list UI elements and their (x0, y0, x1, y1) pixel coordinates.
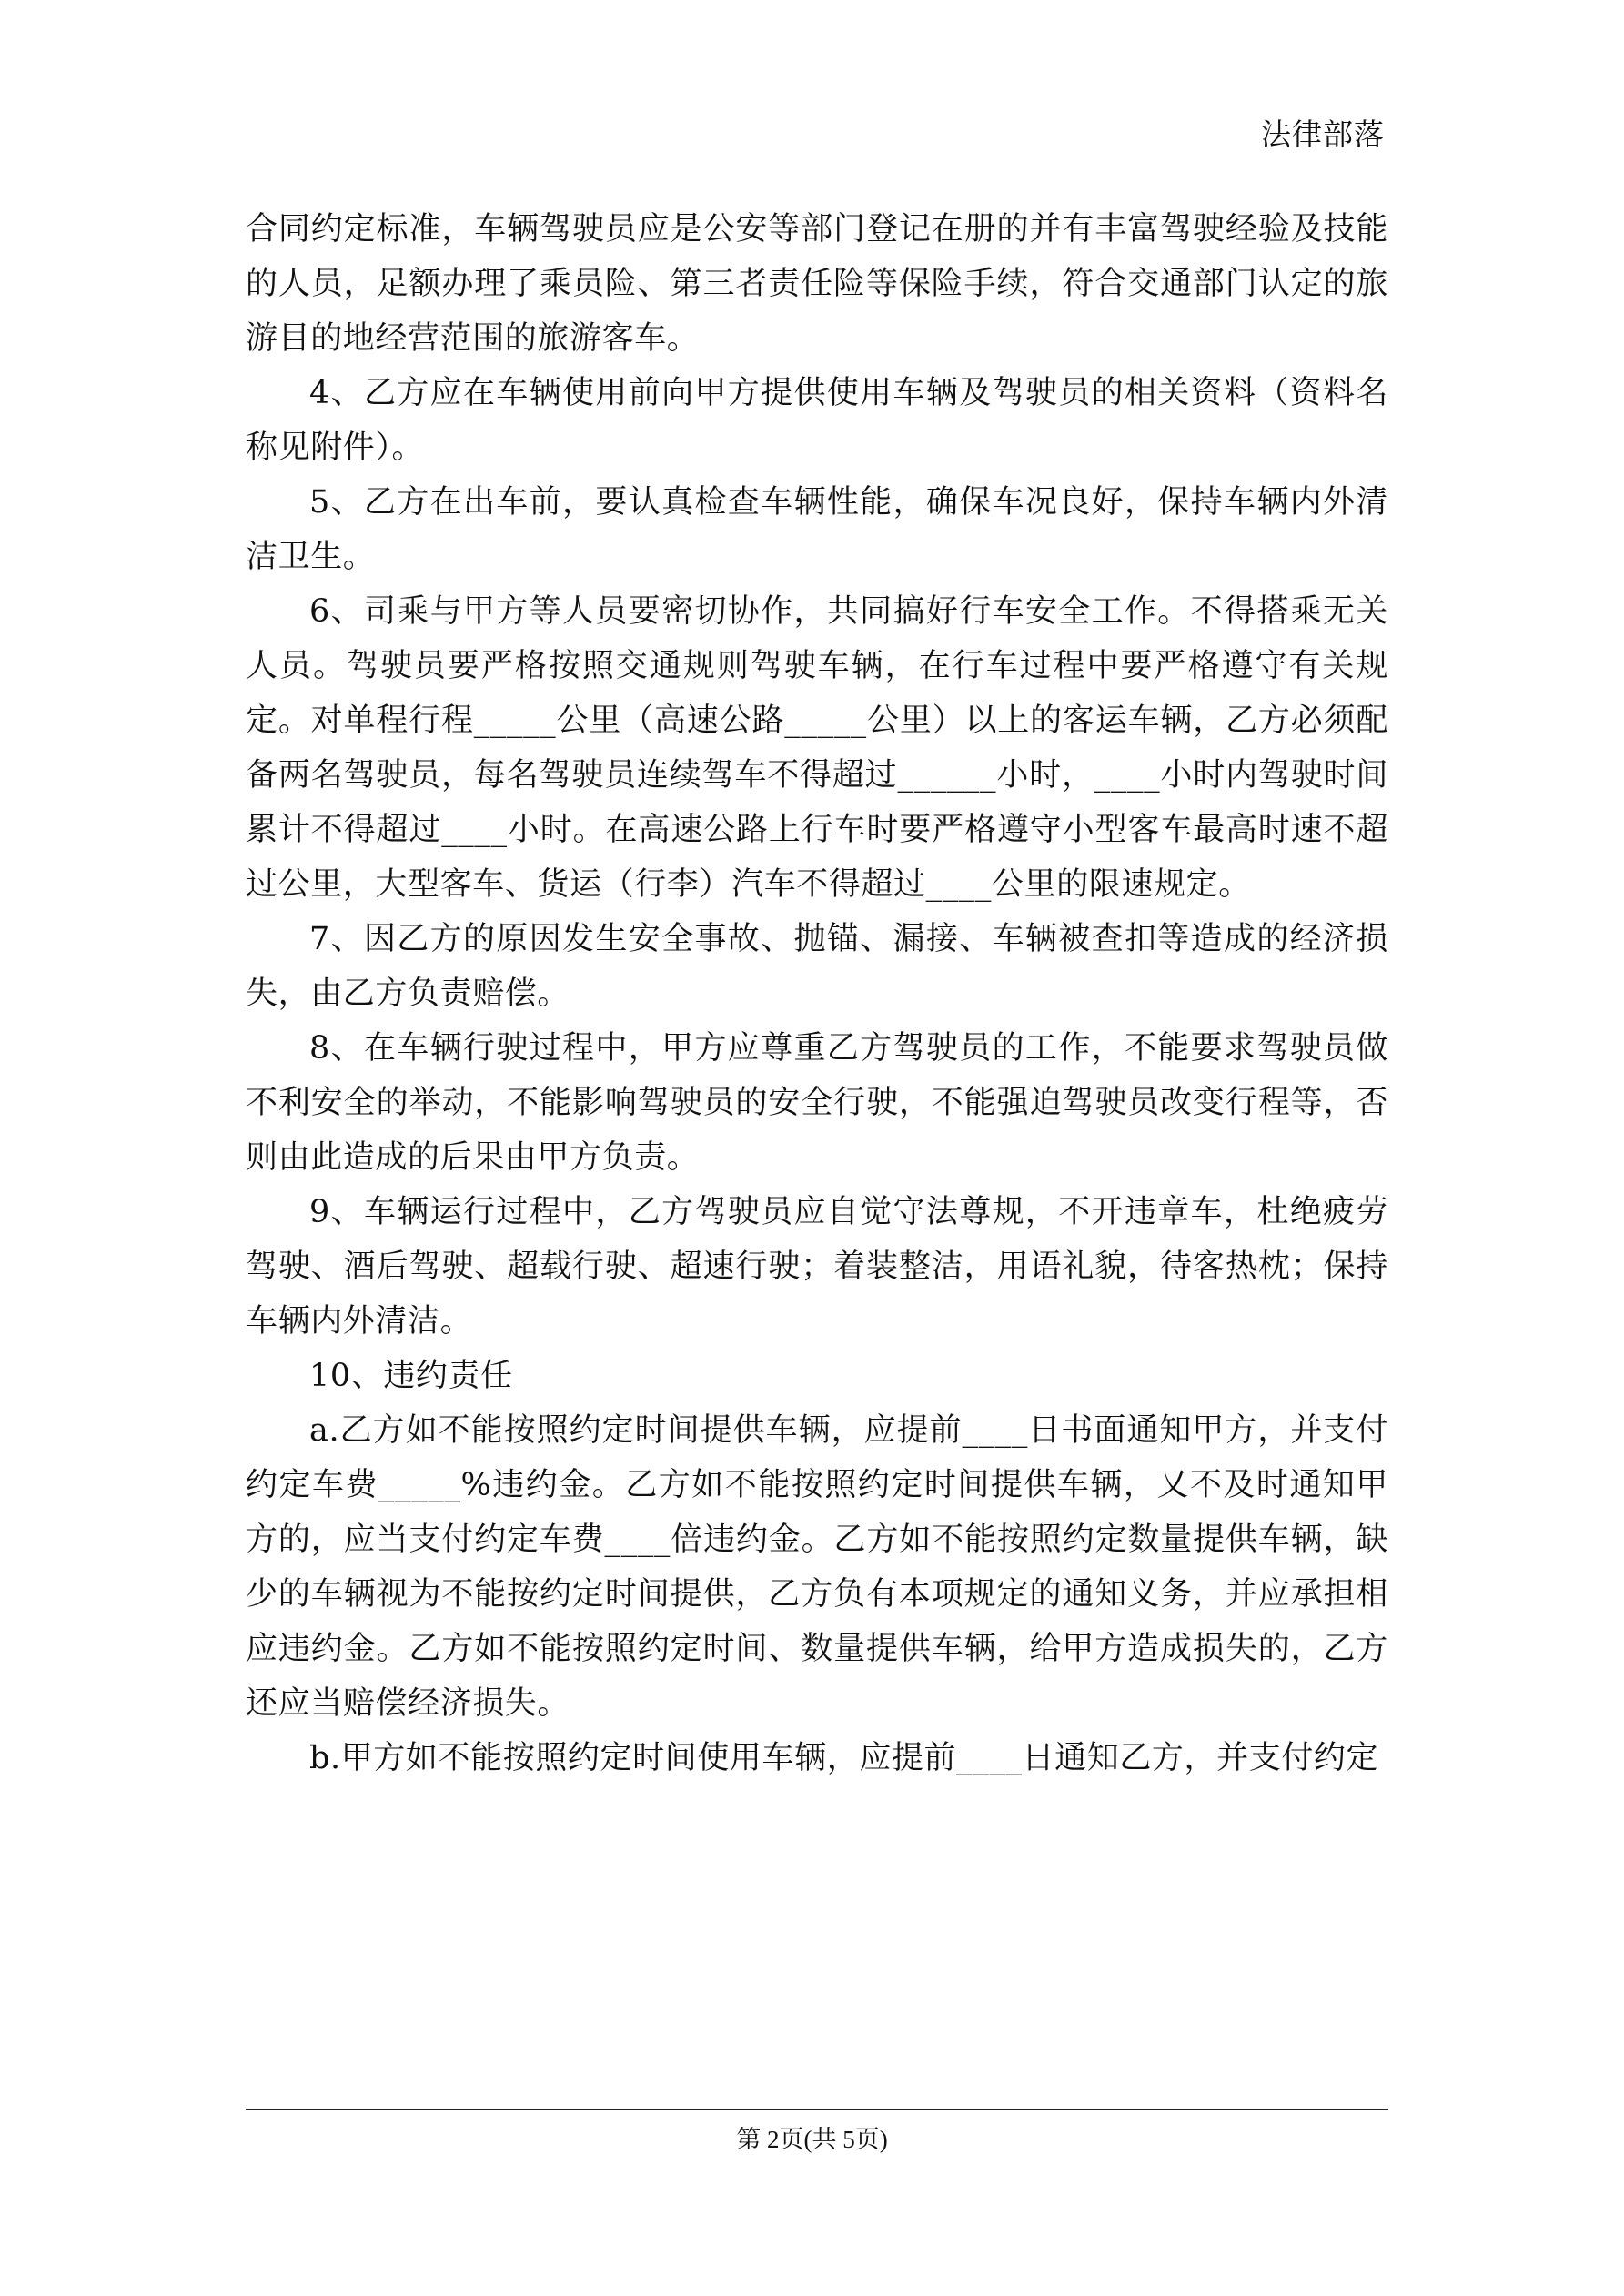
footer-divider (246, 2109, 1388, 2110)
clause-5: 5、乙方在出车前，要认真检查车辆性能，确保车况良好，保持车辆内外清洁卫生。 (246, 484, 1388, 575)
page-number: 第 2页(共 5页) (736, 2126, 888, 2153)
header-brand: 法律部落 (1261, 116, 1385, 152)
document-body (246, 202, 1388, 1785)
clause-9: 9、车辆运行过程中，乙方驾驶员应自觉守法尊规，不开违章车，杜绝疲劳驾驶、酒后驾驶、超载行驶、超速行驶；着装整洁，用语礼貌，待客热枕；保持车辆内外清洁。 (246, 1194, 1388, 1340)
clause-8: 8、在车辆行驶过程中，甲方应尊重乙方驾驶员的工作，不能要求驾驶员做不利安全的举动，不能影响驾驶员的安全行驶，不能强迫驾驶员改变行程等，否则由此造成的后果由甲方负责。 (246, 1030, 1388, 1176)
clause-10a: a.乙方如不能按照约定时间提供车辆，应提前____日书面通知甲方，并支付约定车费_____%违约金。乙方如不能按照约定时间提供车辆，又不及时通知甲方的，应当支付约定车费____倍违约金。乙方如不能按照约定数量提供车辆，缺少的车辆视为不能按约定时间提供，乙方负有本项规定的通知义务，并应承担相应违约金。乙方如不能按照约定时间、数量提供车辆，给甲方造成损失的，乙方还应当赔偿经济损失。 (246, 1412, 1388, 1722)
clause-10-heading: 10、违约责任 (309, 1358, 513, 1394)
clause-7: 7、因乙方的原因发生安全事故、抛锚、漏接、车辆被查扣等造成的经济损失，由乙方负责赔偿。 (246, 921, 1388, 1012)
clause-10b: b.甲方如不能按照约定时间使用车辆，应提前____日通知乙方，并支付约定 (309, 1740, 1379, 1776)
clause-6: 6、司乘与甲方等人员要密切协作，共同搞好行车安全工作。不得搭乘无关人员。驾驶员要严格按照交通规则驾驶车辆，在行车过程中要严格遵守有关规定。对单程行程_____公里（高速公路_____公里）以上的客运车辆，乙方必须配备两名驾驶员，每名驾驶员连续驾车不得超过______小时，____小时内驾驶时间累计不得超过____小时。在高速公路上行车时要严格遵守小型客车最高时速不超过公里，大型客车、货运（行李）汽车不得超过____公里的限速规定。 (246, 593, 1388, 903)
clause-4: 4、乙方应在车辆使用前向甲方提供使用车辆及驾驶员的相关资料（资料名称见附件）。 (246, 375, 1388, 466)
paragraph-continuation: 合同约定标准，车辆驾驶员应是公安等部门登记在册的并有丰富驾驶经验及技能的人员，足额办理了乘员险、第三者责任险等保险手续，符合交通部门认定的旅游目的地经营范围的旅游客车。 (246, 211, 1388, 357)
